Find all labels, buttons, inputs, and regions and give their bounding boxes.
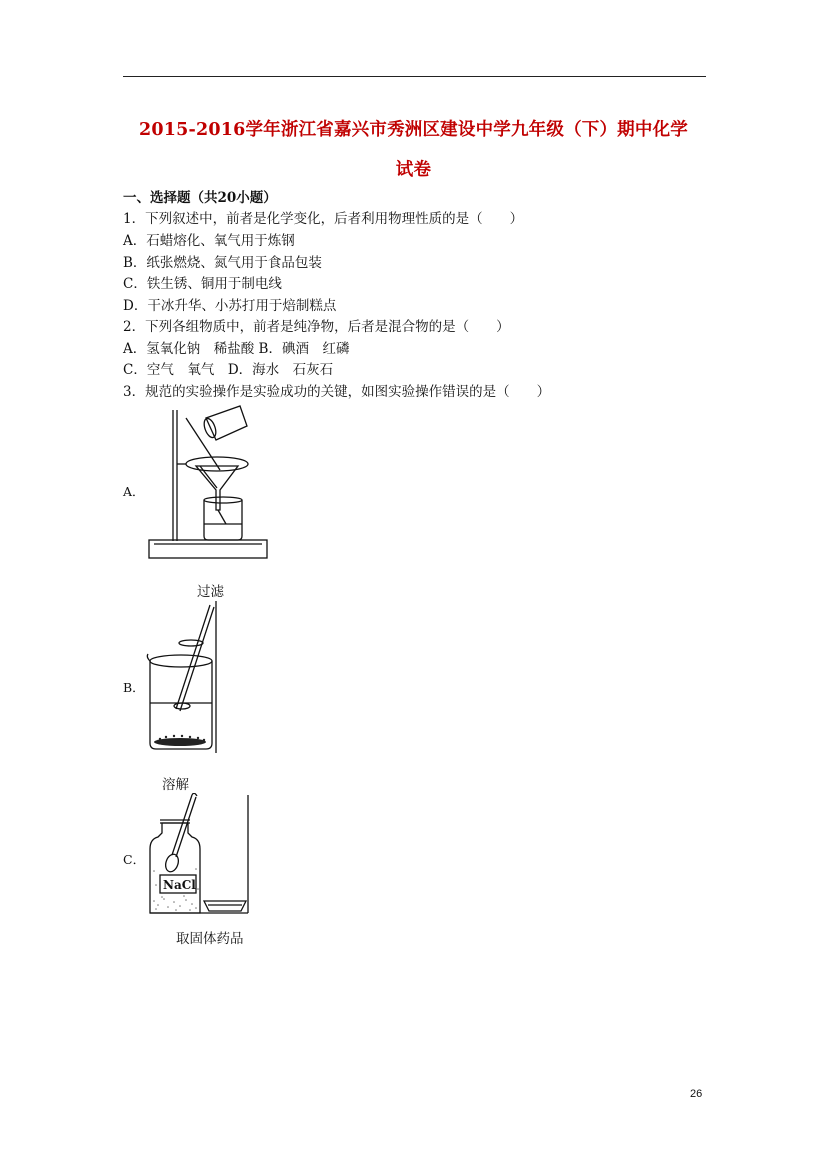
- question-3-stem: 3．规范的实验操作是实验成功的关键，如图实验操作错误的是（ ）: [123, 384, 551, 400]
- dissolving-beaker-figure: [146, 599, 218, 755]
- figure-a-label: A．: [123, 484, 145, 499]
- figure-c-caption: 取固体药品: [176, 931, 244, 947]
- document-title-line-2: 试卷: [395, 160, 432, 180]
- question-1-option-d: D．干冰升华、小苏打用于焙制糕点: [123, 298, 337, 314]
- figure-c-label: C．: [123, 852, 146, 867]
- figure-b-label: B．: [123, 680, 145, 695]
- page-number: 26: [690, 1088, 703, 1100]
- figure-b-caption: 溶解: [162, 777, 189, 793]
- question-1-option-a: A．石蜡熔化、氧气用于炼钢: [123, 233, 295, 249]
- question-2-options-ab: A．氢氧化钠 稀盐酸 B．碘酒 红磷: [123, 341, 350, 357]
- bottle-label-text: NaCl: [163, 878, 196, 892]
- question-1-option-b: B．纸张燃烧、氮气用于食品包装: [123, 255, 322, 271]
- question-1-option-c: C．铁生锈、铜用于制电线: [123, 276, 282, 292]
- header-rule: [123, 76, 706, 77]
- question-1-stem: 1．下列叙述中，前者是化学变化，后者利用物理性质的是（ ）: [123, 211, 524, 227]
- question-2-options-cd: C．空气 氧气 D．海水 石灰石: [123, 362, 334, 378]
- section-heading: 一、选择题（共20小题）: [123, 190, 277, 206]
- figure-a-caption: 过滤: [197, 584, 224, 600]
- filtration-apparatus-figure: [146, 404, 270, 562]
- solid-reagent-bottle-figure: [146, 793, 250, 917]
- question-2-stem: 2．下列各组物质中，前者是纯净物，后者是混合物的是（ ）: [123, 319, 510, 335]
- document-title-line-1: 2015-2016学年浙江省嘉兴市秀洲区建设中学九年级（下）期中化学: [139, 120, 688, 140]
